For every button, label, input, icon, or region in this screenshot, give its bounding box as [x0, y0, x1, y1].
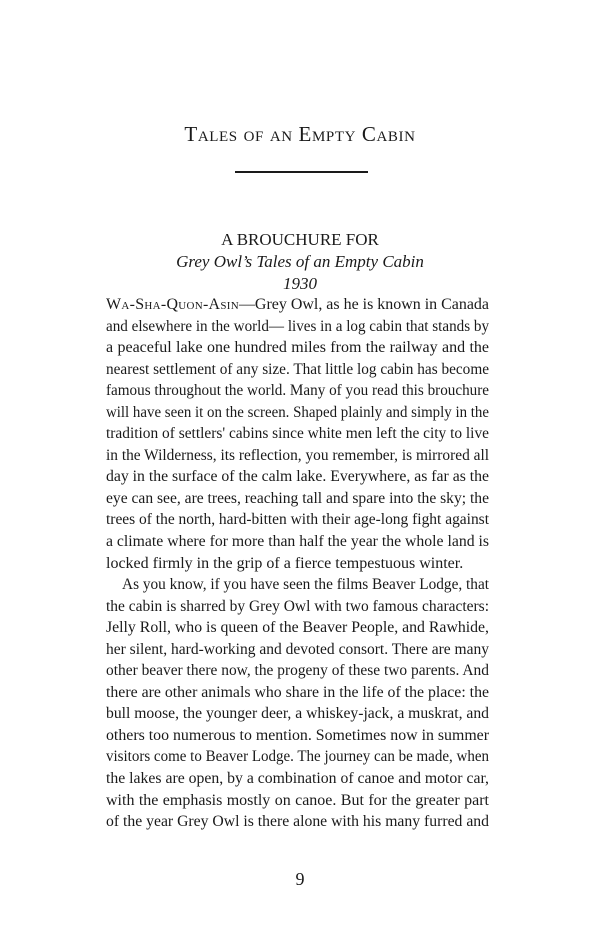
paragraph-1-line: locked firmly in the grip of a fierce tempestuous winter.: [106, 554, 464, 572]
title-divider: [235, 171, 368, 173]
paragraph-1-line: tradition of settlers' cabins since white men left the city to live: [106, 425, 489, 443]
paragraph-2-line: Jelly Roll, who is queen of the Beaver People, and Rawhide,: [106, 619, 489, 637]
paragraph-1-line: and elsewhere in the world— lives in a log cabin that stands by: [106, 317, 489, 335]
paragraph-2-line: visitors come to Beaver Lodge. The journey can be made, when: [106, 748, 489, 766]
paragraph-1-line-1: [106, 294, 489, 316]
paragraph-2-line: with the emphasis mostly on canoe. But for the greater part: [106, 791, 489, 809]
paragraph-2-line: bull moose, the younger deer, a whiskey-jack, a muskrat, and: [106, 705, 489, 723]
page-number: 9: [295, 869, 305, 889]
paragraph-2-line: her silent, hard-working and devoted consort. There are many: [106, 640, 489, 658]
paragraph-2-line: the cabin is sharred by Grey Owl with two famous characters:: [106, 597, 489, 615]
paragraph-1-line: a climate where for more than half the year the whole land is: [106, 533, 489, 551]
paragraph-1-line: will have seen it on the screen. Shaped plainly and simply in the: [106, 403, 489, 421]
paragraph-2-line: the lakes are open, by a combination of canoe and motor car,: [106, 770, 489, 788]
heading-line-1: A BROUCHURE FOR: [221, 230, 379, 249]
paragraph-1: [106, 294, 489, 574]
heading-line-2: Grey Owl’s Tales of an Empty Cabin: [176, 252, 424, 271]
paragraph-2: [106, 574, 489, 833]
paragraph-1-line: nearest settlement of any size. That little log cabin has become: [106, 360, 489, 378]
paragraph-1-line: trees of the north, hard-bitten with their age-long fight against: [106, 511, 489, 529]
paragraph-1-line: a peaceful lake one hundred miles from the railway and the: [106, 339, 489, 357]
paragraph-2-line: of the year Grey Owl is there alone with his many furred and: [106, 813, 489, 831]
paragraph-1-line-1-text: —Grey Owl, as he is known in Canada: [238, 296, 489, 313]
heading-line-3: 1930: [283, 274, 317, 293]
paragraph-2-line: As you know, if you have seen the films Beaver Lodge, that: [122, 576, 489, 594]
body-text: [106, 294, 489, 833]
paragraph-2-line: other beaver there now, the progeny of these two parents. And: [106, 662, 489, 680]
paragraph-2-line: there are other animals who share in the life of the place: the: [106, 683, 489, 701]
chapter-title: Tales of an Empty Cabin: [184, 122, 416, 146]
paragraph-1-line: famous throughout the world. Many of you read this brouchure: [106, 382, 489, 400]
paragraph-2-line: others too numerous to mention. Sometimes now in summer: [106, 726, 489, 744]
lead-name: Wa-Sha-Quon-Asin: [106, 296, 239, 313]
paragraph-1-line: eye can see, are trees, reaching tall and spare into the sky; the: [106, 489, 489, 507]
paragraph-1-line: day in the surface of the calm lake. Everywhere, as far as the: [106, 468, 489, 486]
paragraph-1-line: in the Wilderness, its reflection, you remember, is mirrored all: [106, 446, 489, 464]
section-heading: [0, 229, 600, 295]
